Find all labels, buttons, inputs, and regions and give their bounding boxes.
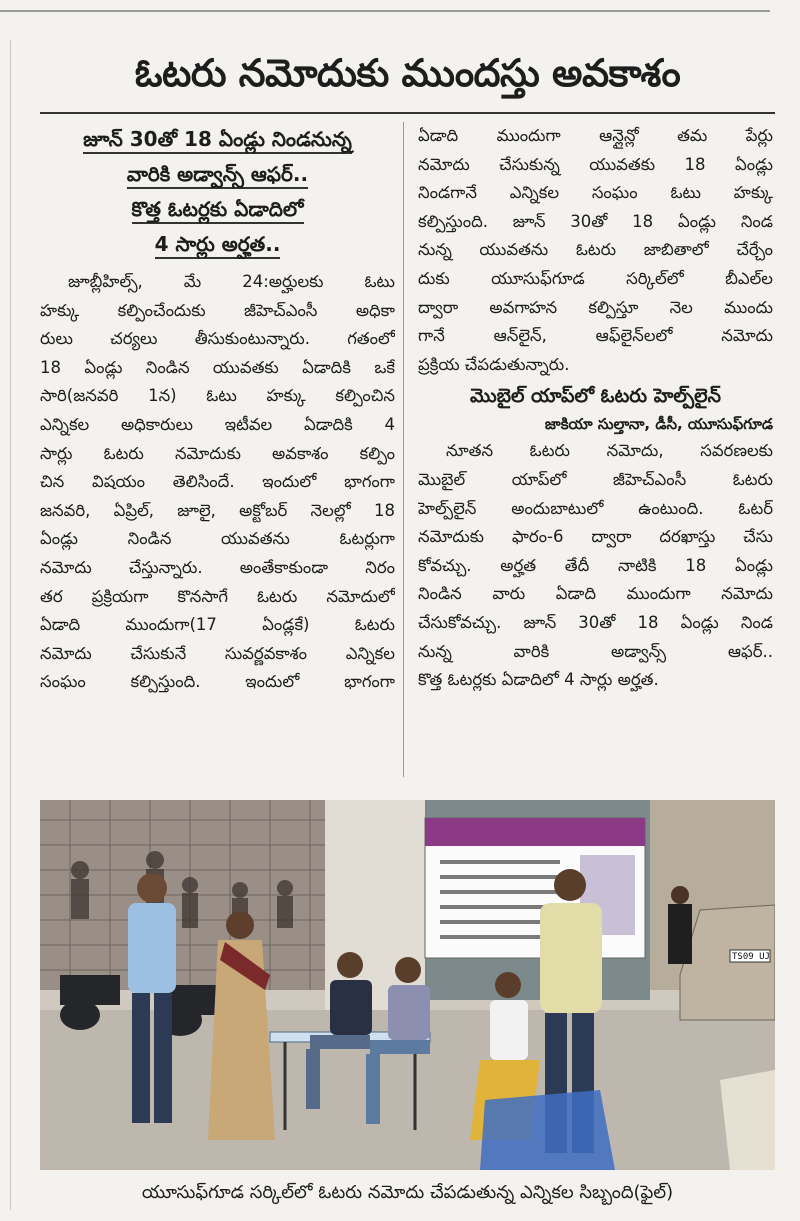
subheadline-line: జూన్ 30తో 18 ఏండ్లు నిండనున్న [83, 127, 352, 154]
body-line: తర ప్రక్రియగా కొనసాగే ఓటరు నమోదులో [40, 586, 395, 606]
body-line: 18 ఏండ్లు నిండిన యువతకు ఏడాదికి ఒకే [40, 357, 395, 377]
body-line: నిండగానే ఎన్నికల సంఘం ఓటు హక్కు [418, 183, 773, 203]
body-line: దుకు యూసుఫ్‌గూడ సర్కిల్‌లో బీఎల్‌ల [418, 268, 773, 288]
body-line: నమోదు చేస్తున్నారు. అంతేకాకుండా నిరం [40, 557, 395, 577]
body-line: ఎన్నికల అధికారులు ఇటీవల ఏడాదికి 4 [40, 414, 395, 434]
right-body [418, 122, 773, 379]
body-line: నమోదు చేసుకునే సువర్ణవకాశం ఎన్నికల [40, 643, 395, 663]
body-line: ద్వారా అవగాహన కల్పిస్తూ నెల ముందు [418, 297, 773, 317]
body-line: ఏండ్లు నిండిన యువతను ఓటర్లుగా [40, 529, 395, 549]
body-line: నమోదు చేసుకున్న యువతకు 18 ఏండ్లు [418, 154, 773, 174]
body-line: జూబ్లీహిల్స్, మే 24:అర్హులకు ఓటు [68, 272, 395, 291]
body-line: కల్పిస్తుంది. జూన్ 30తో 18 ఏండ్లు నిండ [418, 211, 773, 231]
body-line: సంఘం కల్పిస్తుంది. ఇందులో భాగంగా [40, 672, 395, 692]
body-line: హెల్ప్‌లైన్ అందుబాటులో ఉంటుంది. ఓటర్ [418, 498, 773, 518]
body-line: సారి(జనవరి 1న) ఓటు హక్కు కల్పించిన [40, 386, 395, 406]
body-line: సార్లు ఓటరు నమోదుకు అవకాశం కల్పిం [40, 443, 395, 463]
section-subheading: మొబైల్ యాప్‌లో ఓటరు హెల్ప్‌లైన్ [470, 385, 721, 408]
body-line: ప్రక్రియ చేపడుతున్నారు. [418, 354, 570, 374]
headline-rule [40, 112, 775, 114]
body-line: నున్న వారికి అడ్వాన్స్ ఆఫర్.. [418, 641, 773, 661]
subheadline-line: వారికి అడ్వాన్స్ ఆఫర్.. [127, 162, 308, 189]
body-line: కోవచ్చు. అర్హత తేదీ నాటికి 18 ఏండ్లు [418, 555, 773, 575]
subheadline [40, 122, 395, 262]
body-line: నున్న యువతను ఓటరు జాబితాలో చేర్చేం [418, 240, 773, 260]
car-plate: TS09 UJ [732, 952, 770, 962]
right-column [418, 122, 773, 695]
subheadline-line: 4 సార్లు అర్హత.. [155, 232, 281, 259]
body-line: ఏడాది ముందుగా(17 ఏండ్లకే) ఓటరు [40, 615, 395, 635]
body-line: గానే ఆన్‌లైన్, ఆఫ్‌లైన్‌లలో నమోదు [418, 326, 773, 346]
photo-illustration [40, 800, 775, 1170]
left-body [40, 268, 395, 697]
body-line: ఏడాది ముందుగా ఆన్లైన్లో తమ పేర్లు [418, 126, 773, 145]
right-body-2 [418, 437, 773, 694]
body-line: జనవరి, ఏప్రిల్, జూలై, అక్టోబర్ నెలల్లో 18 [40, 500, 395, 520]
body-line: నిండిన వారు ఏడాది ముందుగా నమోదు [418, 584, 773, 604]
body-line: హక్కు కల్పించేందుకు జీహెచ్ఎంసీ అధికా [40, 300, 395, 320]
body-line: రులు చర్యలు తీసుకుంటున్నారు. గతంలో [40, 329, 395, 349]
body-line: కొత్త ఓటర్లకు ఏడాదిలో 4 సార్లు అర్హత. [418, 670, 659, 690]
news-photo [40, 800, 775, 1170]
body-line: చేసుకోవచ్చు. జూన్ 30తో 18 ఏండ్లు నిండ [418, 612, 773, 632]
body-line: నూతన ఓటరు నమోదు, సవరణలకు [446, 441, 773, 461]
photo-caption: యూసుఫ్‌గూడ సర్కిల్‌లో ఓటరు నమోదు చేపడుతున్న ఎన్నికల సిబ్బంది(ఫైల్) [141, 1182, 674, 1203]
body-line: నమోదుకు ఫారం-6 ద్వారా దరఖాస్తు చేసు [418, 527, 773, 547]
top-rule [0, 10, 770, 12]
subheadline-line: కొత్త ఓటర్లకు ఏడాదిలో [132, 197, 304, 224]
body-line: మొబైల్ యాప్‌లో జీహెచ్ఎంసీ ఓటరు [418, 469, 773, 489]
column-divider [403, 122, 404, 777]
left-column [40, 122, 395, 697]
left-rule [10, 40, 11, 1210]
headline: ఓటరు నమోదుకు ముందస్తు అవకాశం [134, 51, 681, 95]
body-line: చిన విషయం తెలిసిందే. ఇందులో భాగంగా [40, 472, 395, 492]
byline: జాకియా సుల్తానా, డీసీ, యూసుఫ్‌గూడ [544, 415, 773, 434]
